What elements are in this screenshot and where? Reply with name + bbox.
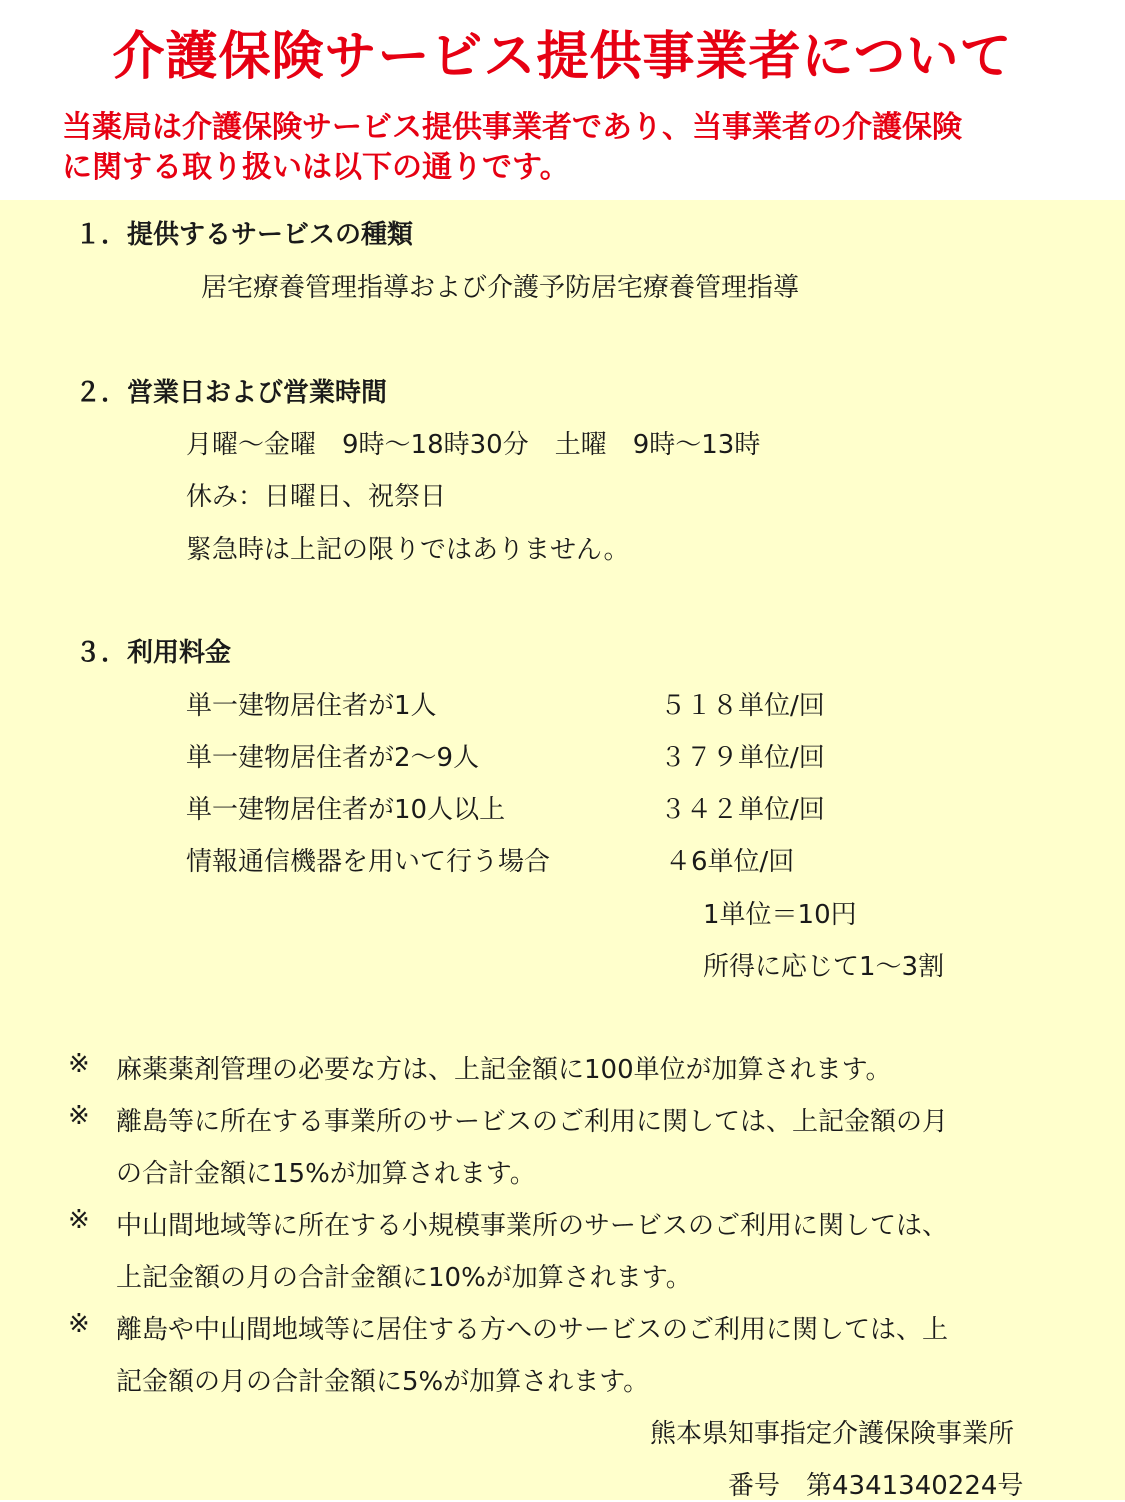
fee-label: 単一建物居住者が2～9人 — [186, 743, 480, 773]
page-title: 介護保険サービス提供事業者について — [112, 27, 1013, 87]
intro-line: 当薬局は介護保険サービス提供事業者であり、当事業者の介護保険 — [62, 110, 962, 145]
copay-ratio-note: 所得に応じて1～3割 — [703, 952, 945, 982]
note-text: 麻薬薬剤管理の必要な方は、上記金額に100単位が加算されます。 — [116, 1055, 892, 1085]
note-mark: ※ — [68, 1101, 90, 1131]
note-mark: ※ — [68, 1049, 90, 1079]
note-text: 離島や中山間地域等に居住する方へのサービスのご利用に関しては、上 — [116, 1315, 949, 1345]
intro-line: に関する取り扱いは以下の通りです。 — [62, 150, 570, 185]
designation-label: 熊本県知事指定介護保険事業所 — [650, 1419, 1015, 1449]
fee-value: ５１８単位/回 — [660, 691, 825, 721]
fee-label: 情報通信機器を用いて行う場合 — [186, 847, 551, 877]
note-mark: ※ — [68, 1309, 90, 1339]
note-text: 上記金額の月の合計金額に10%が加算されます。 — [116, 1263, 692, 1293]
business-hours: 月曜～金曜 9時～18時30分 土曜 9時～13時 — [186, 430, 761, 460]
note-text: 中山間地域等に所在する小規模事業所のサービスのご利用に関しては、 — [116, 1211, 949, 1241]
fee-label: 単一建物居住者が10人以上 — [186, 795, 506, 825]
fee-label: 単一建物居住者が1人 — [186, 691, 437, 721]
section-1-heading: １．提供するサービスの種類 — [75, 220, 414, 250]
fee-value: ４6単位/回 — [665, 847, 795, 877]
note-text: 記金額の月の合計金額に5%が加算されます。 — [116, 1367, 650, 1397]
section-2-heading: ２．営業日および営業時間 — [75, 378, 388, 408]
section-3-heading: ３．利用料金 — [75, 638, 232, 668]
emergency-note: 緊急時は上記の限りではありません。 — [186, 535, 630, 565]
fee-value: ３４２単位/回 — [660, 795, 825, 825]
unit-price-note: 1単位＝10円 — [703, 900, 857, 930]
header — [0, 0, 1125, 200]
note-mark: ※ — [68, 1205, 90, 1235]
intro-text — [62, 108, 1072, 188]
note-text: の合計金額に15%が加算されます。 — [116, 1159, 536, 1189]
business-number: 番号 第4341340224号 — [728, 1471, 1024, 1501]
section-1-content: 居宅療養管理指導および介護予防居宅療養管理指導 — [201, 273, 800, 303]
note-text: 離島等に所在する事業所のサービスのご利用に関しては、上記金額の月 — [116, 1107, 949, 1137]
holidays: 休み：日曜日、祝祭日 — [186, 482, 447, 512]
fee-value: ３７９単位/回 — [660, 743, 825, 773]
